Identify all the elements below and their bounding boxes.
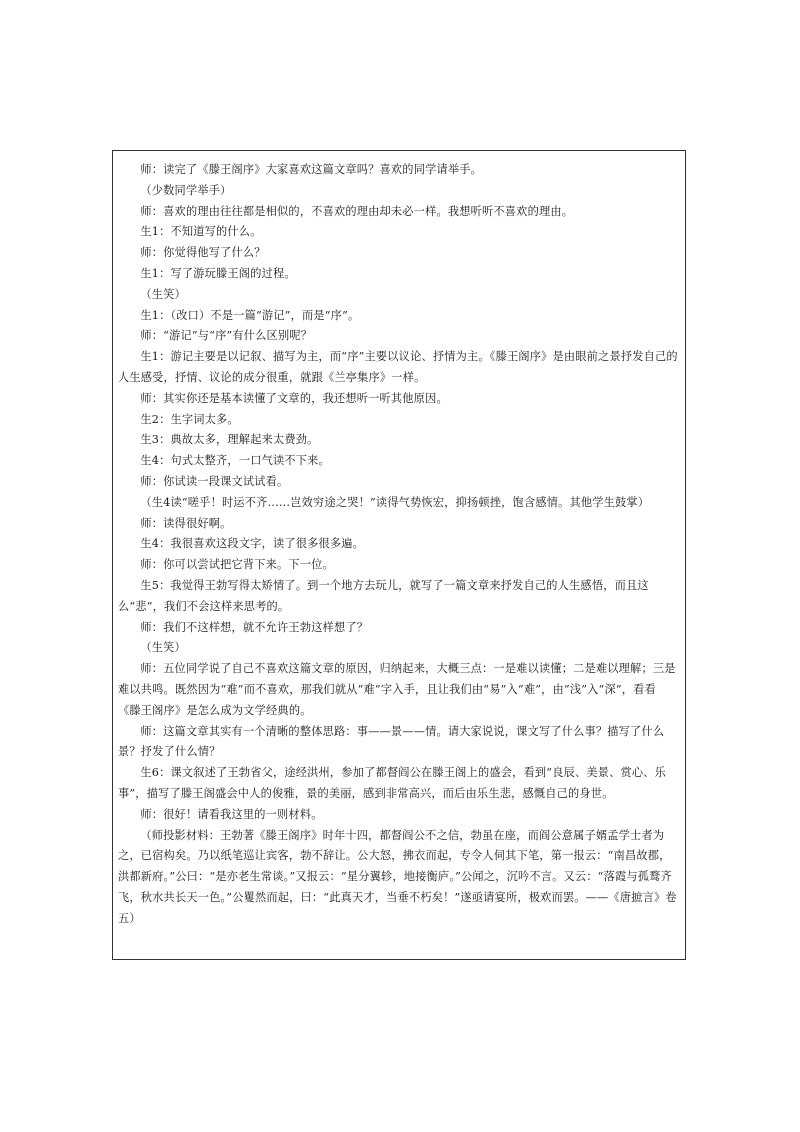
paragraph: （生4读“嗟乎！时运不齐……岂效穷途之哭！”读得气势恢宏，抑扬顿挫，饱含感情。其他学生鼓掌） (140, 495, 650, 509)
paragraph: 师：我们不这样想，就不允许王勃这样想了？ (140, 620, 369, 634)
paragraph: 生1：写了游玩滕王阁的过程。 (140, 266, 296, 280)
paragraph: 生3：典故太多，理解起来太费劲。 (140, 433, 319, 447)
paragraph: （生笑） (140, 287, 186, 301)
paragraph: 生1：游记主要是以记叙、描写为主，而“序”主要以议论、抒情为主。《滕王阁序》是由眼前之景抒发自己的人生感受，抒情、议论的成分很重，就跟《兰亭集序》一样。 (118, 350, 678, 384)
paragraph: 师：其实你还是基本读懂了文章的，我还想听一听其他原因。 (140, 391, 448, 405)
paragraph: 师：“游记”与“序”有什么区别呢？ (140, 329, 313, 343)
paragraph: 生1：不知道写的什么。 (140, 225, 262, 239)
paragraph: （生笑） (140, 641, 186, 655)
paragraph: 生4：句式太整齐，一口气读不下来。 (140, 454, 330, 468)
paragraph: 生5：我觉得王勃写得太矫情了。到一个地方去玩儿，就写了一篇文章来抒发自己的人生感悟，而且这么“悲”，我们不会这样来思考的。 (118, 578, 649, 613)
paragraph: 生4：我很喜欢这段文字，读了很多很多遍。 (140, 537, 365, 551)
paragraph: 师：喜欢的理由往往都是相似的，不喜欢的理由却未必一样。我想听听不喜欢的理由。 (140, 204, 574, 218)
paragraph: 生2：生字词太多。 (140, 412, 239, 426)
paragraph: 师：读完了《滕王阁序》大家喜欢这篇文章吗？喜欢的同学请举手。 (140, 163, 483, 176)
paragraph: （师投影材料：王勃著《滕王阁序》时年十四，都督阎公不之信，勃虽在座，而阎公意属子婿孟学士者为之，已宿构矣。乃以纸笔巡让宾客，勃不辞让。公大怒，拂衣而起，专令人伺其下笔，第一报云：“南昌故郡，洪都新府。”公曰：“是亦老生常谈。”又报云：“星分翼轸，地接衡庐。”公闻之，沉吟不言。又云：“落霞与孤鹜齐飞，秋水共长天一色。”公矍然而起，曰：“此真天才，当垂不朽矣！”遂亟请宴所，极欢而罢。——《唐摭言》卷五） (118, 828, 677, 925)
document-body (118, 160, 678, 929)
paragraph: 师：你可以尝试把它背下来。下一位。 (140, 558, 334, 572)
paragraph: 师：你试读一段课文试试看。 (140, 474, 289, 488)
paragraph: 生6：课文叙述了王勃省父，途经洪州，参加了都督阎公在滕王阁上的盛会，看到“良辰、美景、赏心、乐事”，描写了滕王阁盛会中人的俊雅，景的美丽，感到非常高兴，而后由乐生悲，感慨自己的身世。 (118, 766, 667, 800)
paragraph: 生1：（改口）不是一篇“游记”，而是“序”。 (140, 308, 360, 322)
paragraph: 师：五位同学说了自己不喜欢这篇文章的原因，归纳起来，大概三点：一是难以读懂；二是难以理解；三是难以共鸣。既然因为“难”而不喜欢，那我们就从“难”字入手，且让我们由“易”入“难”，由“浅”入“深”，看看《滕王阁序》是怎么成为文学经典的。 (118, 662, 676, 717)
paragraph: （少数同学举手） (140, 183, 232, 197)
paragraph: 师：很好！请看我这里的一则材料。 (140, 807, 323, 821)
paragraph: 师：读得很好啊。 (140, 516, 232, 530)
paragraph: 师：这篇文章其实有一个清晰的整体思路：事——景——情。请大家说说，课文写了什么事？描写了什么景？抒发了什么情？ (118, 724, 665, 759)
paragraph: 师：你觉得他写了什么？ (140, 246, 266, 260)
